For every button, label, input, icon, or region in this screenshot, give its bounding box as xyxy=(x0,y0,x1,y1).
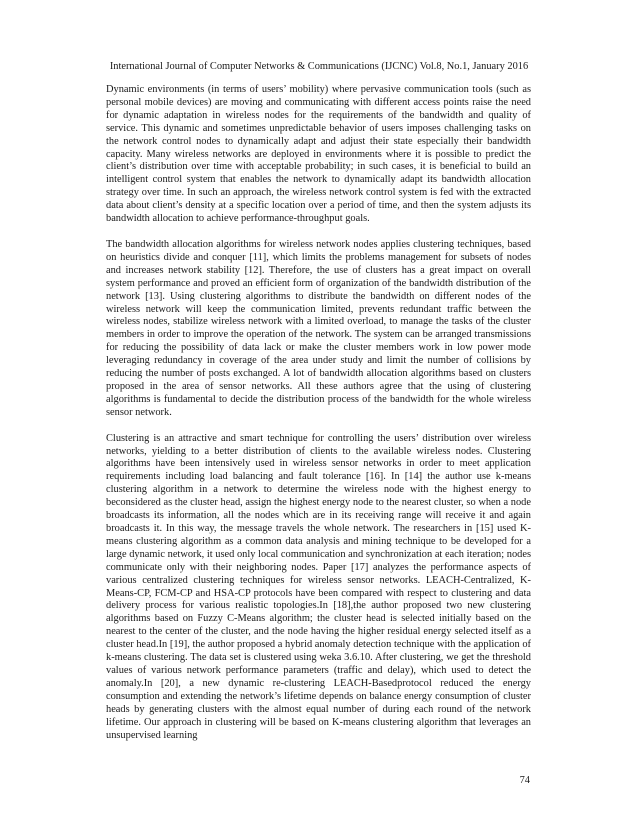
body-text xyxy=(106,84,531,755)
page-number: 74 xyxy=(519,775,530,786)
paragraph-bandwidth-allocation: The bandwidth allocation algorithms for wireless network nodes applies clustering techniques, based on heuristics divide and conquer [11], which limits the problems management for subsets of nodes and increases network stability [12]. Therefore, the use of clusters has a great impact on overall system performance and proved an efficient form of organization of the bandwidth distribution of the network [13]. Using clustering algorithms to distribute the bandwidth on different nodes of the wireless network will keep the communication limited, prevents redundant traffic between the wireless nodes, stabilize wireless network with a limited overload, to manage the tasks of the cluster members in order to improve the operation of the network. The system can be arranged transmissions for reducing the possibility of data lack or make the cluster members work in low power mode leveraging redundancy in coverage of the area under study and limit the number of collisions by reducing the number of posts exchanged. A lot of bandwidth allocation algorithms based on clusters proposed in the area of sensor networks. All these authors agree that the using of clustering algorithms is fundamental to decide the distribution process of the bandwidth for the whole wireless sensor network. xyxy=(106,238,531,418)
paragraph-clustering: Clustering is an attractive and smart technique for controlling the users’ distribution over wireless networks, yielding to a better distribution of clients to the available wireless nodes. Clustering algorithms have been intensively used in wireless sensor networks in order to meet application requirements including load balancing and fault tolerance [16]. In [14] the author use k-means clustering algorithm in a network to determine the wireless node with the highest energy to beconsidered as the cluster head, assign the highest energy node to the nearest cluster, so when a node broadcasts its information, all the nodes which are in its receiving range will receive it and again broadcasts it. In this way, the message travels the whole network. The researchers in [15] used K-means clustering algorithm as a common data analysis and mining technique to be developed for a large dynamic network, it used only local communication and synchronization at each iteration; nodes communicate only with their neighboring nodes. Paper [17] analyzes the performance aspects of various centralized clustering techniques for wireless sensor networks. LEACH-Centralized, K-Means-CP, FCM-CP and HSA-CP protocols have been compared with respect to clustering and data delivery process for various realistic topologies.In [18],the author proposed two new clustering algorithms based on Fuzzy C-Means algorithm; the cluster head is selected initially based on the nearest to the center of the cluster, and the node having the higher residual energy selected itself as a cluster head.In [19], the author proposed a hybrid anomaly detection technique with the application of k-means clustering. The data set is clustered using weka 3.6.10. After clustering, we get the threshold values of various network performance parameters (traffic and delay), which used to detect the anomaly.In [20], a new dynamic re-clustering LEACH-Basedprotocol reduced the energy consumption and extending the network’s lifetime depends on balance energy consumption of cluster heads by generating clusters with the almost equal number of during each round of the network lifetime. Our approach in clustering will be based on K-means clustering algorithm that leverages an unsupervised learning xyxy=(106,432,531,741)
running-header: International Journal of Computer Networks & Communications (IJCNC) Vol.8, No.1, January 2016 xyxy=(109,61,529,72)
paragraph-dynamic-environments: Dynamic environments (in terms of users’ mobility) where pervasive communication tools (such as personal mobile devices) are moving and communicating with different access points raise the need for dynamic adaptation in wireless nodes for the requirements of the bandwidth and quality of service. This dynamic and sometimes unpredictable behavior of users imposes challenging tasks on the network control nodes to dynamically adapt and adjust their state especially their bandwidth capacity. Many wireless networks are deployed in environments where it is possible to predict the client’s distribution over time with acceptable probability; in such cases, it is beneficial to build an intelligent control system that enables the network to dynamically adapt its bandwidth allocation strategy over time. In such an approach, the wireless network control system is fed with the extracted data about client’s density at a specific location over a period of time, and then the system adjusts its bandwidth allocation to achieve performance-throughput goals. xyxy=(106,84,531,225)
